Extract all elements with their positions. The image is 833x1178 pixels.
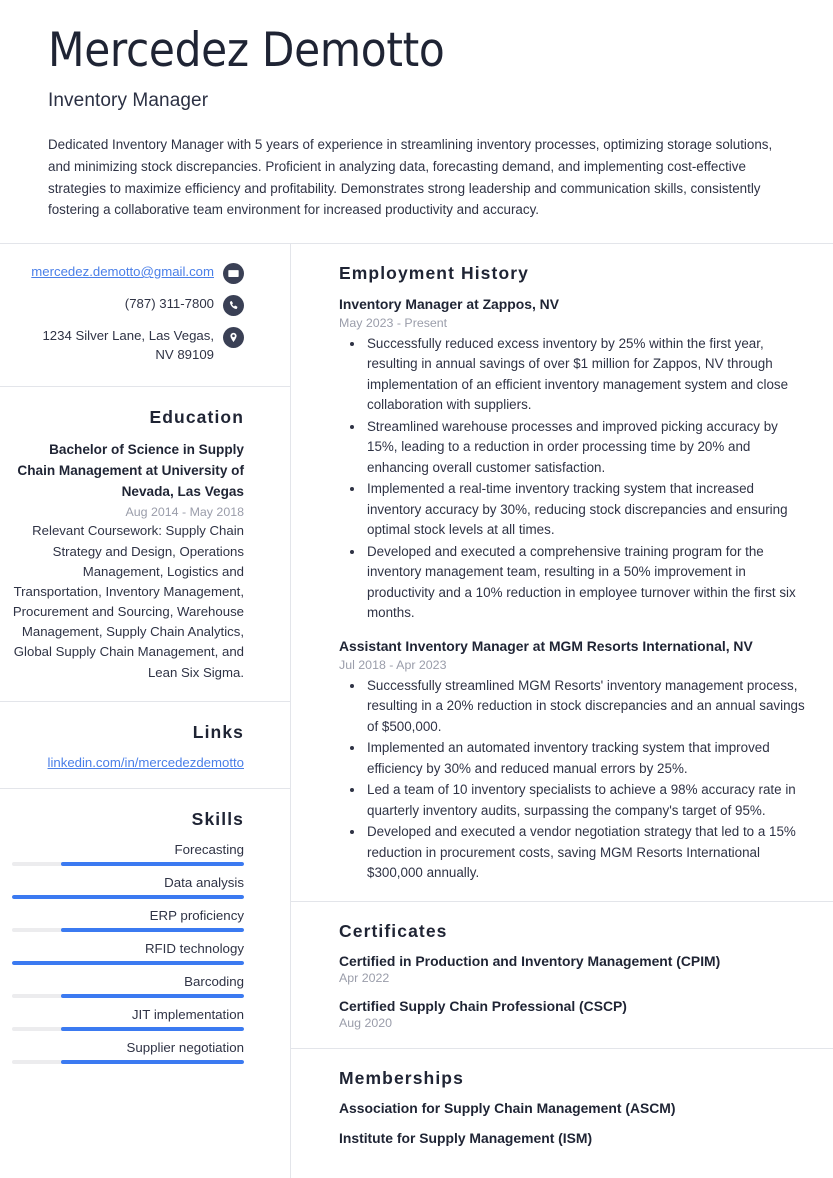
email-link[interactable]: mercedez.demotto@gmail.com — [31, 264, 214, 280]
employment-entry — [339, 295, 811, 624]
skill-item — [12, 1007, 244, 1031]
skill-level-fill — [12, 895, 244, 899]
memberships-block — [291, 1049, 833, 1162]
contact-email-row[interactable] — [12, 262, 244, 284]
education-description: Relevant Coursework: Supply Chain Strategy and Design, Operations Management, Logistics and Transportation, Inventory Management, Procurement and Sourcing, Warehouse Management, Supply Chain Analytics, Global Supply Chain Management, and Lean Six Sigma. — [12, 523, 244, 680]
skill-item — [12, 875, 244, 899]
memberships-heading: Memberships — [339, 1067, 464, 1088]
employment-entry-dates: Jul 2018 - Apr 2023 — [339, 657, 447, 672]
phone-number: (787) 311-7800 — [124, 296, 214, 312]
education-heading: Education — [149, 407, 244, 428]
education-block — [0, 387, 290, 701]
sidebar-column — [0, 244, 291, 1178]
skill-level-track — [12, 994, 244, 998]
skill-item — [12, 974, 244, 998]
skill-label: JIT implementation — [131, 1006, 244, 1022]
skill-level-track — [12, 1060, 244, 1064]
employment-bullet: • Successfully streamlined MGM Resorts' inventory management process, resulting in a 20% reduction in stock discrepancies and an annual savings of $500,000. — [365, 676, 811, 738]
employment-bullet: • Implemented an automated inventory tracking system that improved efficiency by 30% and reduced manual errors by 25%. — [365, 738, 811, 779]
employment-entry — [339, 637, 811, 884]
skill-label: RFID technology — [144, 940, 244, 956]
membership-entry: Institute for Supply Management (ISM) — [339, 1129, 593, 1146]
address-text: 1234 Silver Lane, Las Vegas, NV 89109 — [42, 328, 214, 363]
employment-entry-title: Assistant Inventory Manager at MGM Resorts International, NV — [339, 637, 753, 654]
skill-level-track — [12, 1027, 244, 1031]
employment-bullet: • Developed and executed a vendor negotiation strategy that led to a 15% reduction in procurement costs, saving MGM Resorts International $300,000 annually. — [365, 822, 811, 884]
employment-entry-dates: May 2023 - Present — [339, 315, 448, 330]
certificate-date: Aug 2020 — [339, 1015, 393, 1030]
resume-body — [0, 243, 833, 1178]
links-heading: Links — [192, 721, 244, 742]
contact-details-block — [0, 244, 290, 387]
membership-entry: Association for Supply Chain Management (ASCM) — [339, 1099, 676, 1116]
skill-level-track — [12, 862, 244, 866]
membership-entries — [339, 1100, 811, 1146]
skill-label: ERP proficiency — [149, 907, 244, 923]
professional-summary: Dedicated Inventory Manager with 5 years of experience in streamlining inventory processes, optimizing storage solutions, and minimizing stock discrepancies. Proficient in analyzing data, forecasting demand, and implementing cost-effective strategies to maximize efficiency and profitability. Demonstrates strong leadership and communication skills, consistently fostering a collaborative team environment for increased productivity and accuracy. — [48, 137, 773, 218]
employment-entries — [339, 295, 811, 884]
skill-item — [12, 941, 244, 965]
certificate-entry — [339, 953, 811, 985]
employment-bullet: • Successfully reduced excess inventory by 25% within the first year, resulting in annual savings of over $1 million for Zappos, NV through implementation of an efficient inventory management system and close collaboration with suppliers. — [365, 334, 811, 416]
main-column — [291, 244, 833, 1178]
candidate-name: Mercedez Demotto — [48, 23, 445, 78]
skill-level-fill — [61, 928, 244, 932]
resume-header — [0, 0, 833, 243]
contact-phone-row[interactable] — [12, 294, 244, 316]
skill-item — [12, 1040, 244, 1064]
certificate-entry — [339, 998, 811, 1030]
skill-level-fill — [61, 994, 244, 998]
skills-block — [0, 789, 290, 1084]
employment-entry-title: Inventory Manager at Zappos, NV — [339, 296, 559, 313]
skills-heading: Skills — [191, 808, 244, 829]
skill-level-fill — [61, 862, 244, 866]
certificates-block — [291, 902, 833, 1049]
employment-history-heading: Employment History — [339, 263, 529, 284]
skills-list — [12, 842, 244, 1064]
skill-label: Data analysis — [164, 874, 244, 890]
contact-address-row[interactable] — [12, 326, 244, 364]
certificate-name: Certified in Production and Inventory Management (CPIM) — [339, 952, 721, 969]
employment-bullet: • Streamlined warehouse processes and improved picking accuracy by 15%, leading to a reduction in order processing time by 20% and enhancing overall customer satisfaction. — [365, 417, 811, 479]
skill-level-fill — [12, 961, 244, 965]
certificate-entries — [339, 953, 811, 1030]
skill-level-fill — [61, 1060, 244, 1064]
skill-level-track — [12, 928, 244, 932]
skill-item — [12, 842, 244, 866]
employment-bullet-list — [339, 676, 811, 884]
education-dates: Aug 2014 - May 2018 — [125, 505, 244, 520]
phone-icon — [223, 295, 244, 316]
certificates-heading: Certificates — [339, 920, 448, 941]
skill-item — [12, 908, 244, 932]
education-degree: Bachelor of Science in Supply Chain Management at University of Nevada, Las Vegas — [17, 442, 244, 499]
envelope-icon — [223, 263, 244, 284]
employment-bullet-list — [339, 334, 811, 624]
location-pin-icon — [223, 327, 244, 348]
employment-history-block — [291, 244, 833, 902]
link-item-linkedin[interactable]: linkedin.com/in/mercedezdemotto — [47, 754, 244, 770]
certificate-name: Certified Supply Chain Professional (CSCP) — [339, 997, 627, 1014]
employment-bullet: • Implemented a real-time inventory tracking system that increased inventory accuracy by 30%, reducing stock discrepancies and ensuring optimal stock levels at all times. — [365, 479, 811, 541]
employment-bullet: • Developed and executed a comprehensive training program for the inventory management team, resulting in a 50% improvement in productivity and a 10% reduction in employee turnover within the first six months. — [365, 542, 811, 624]
skill-level-track — [12, 961, 244, 965]
certificate-date: Apr 2022 — [339, 970, 390, 985]
skill-label: Supplier negotiation — [126, 1039, 244, 1055]
skill-level-fill — [61, 1027, 244, 1031]
candidate-job-title: Inventory Manager — [48, 90, 209, 112]
skill-label: Barcoding — [184, 973, 244, 989]
skill-level-track — [12, 895, 244, 899]
skill-label: Forecasting — [174, 841, 244, 857]
links-block — [0, 702, 290, 789]
employment-bullet: • Led a team of 10 inventory specialists to achieve a 98% accuracy rate in quarterly inventory audits, surpassing the company's target of 95%. — [365, 780, 811, 821]
